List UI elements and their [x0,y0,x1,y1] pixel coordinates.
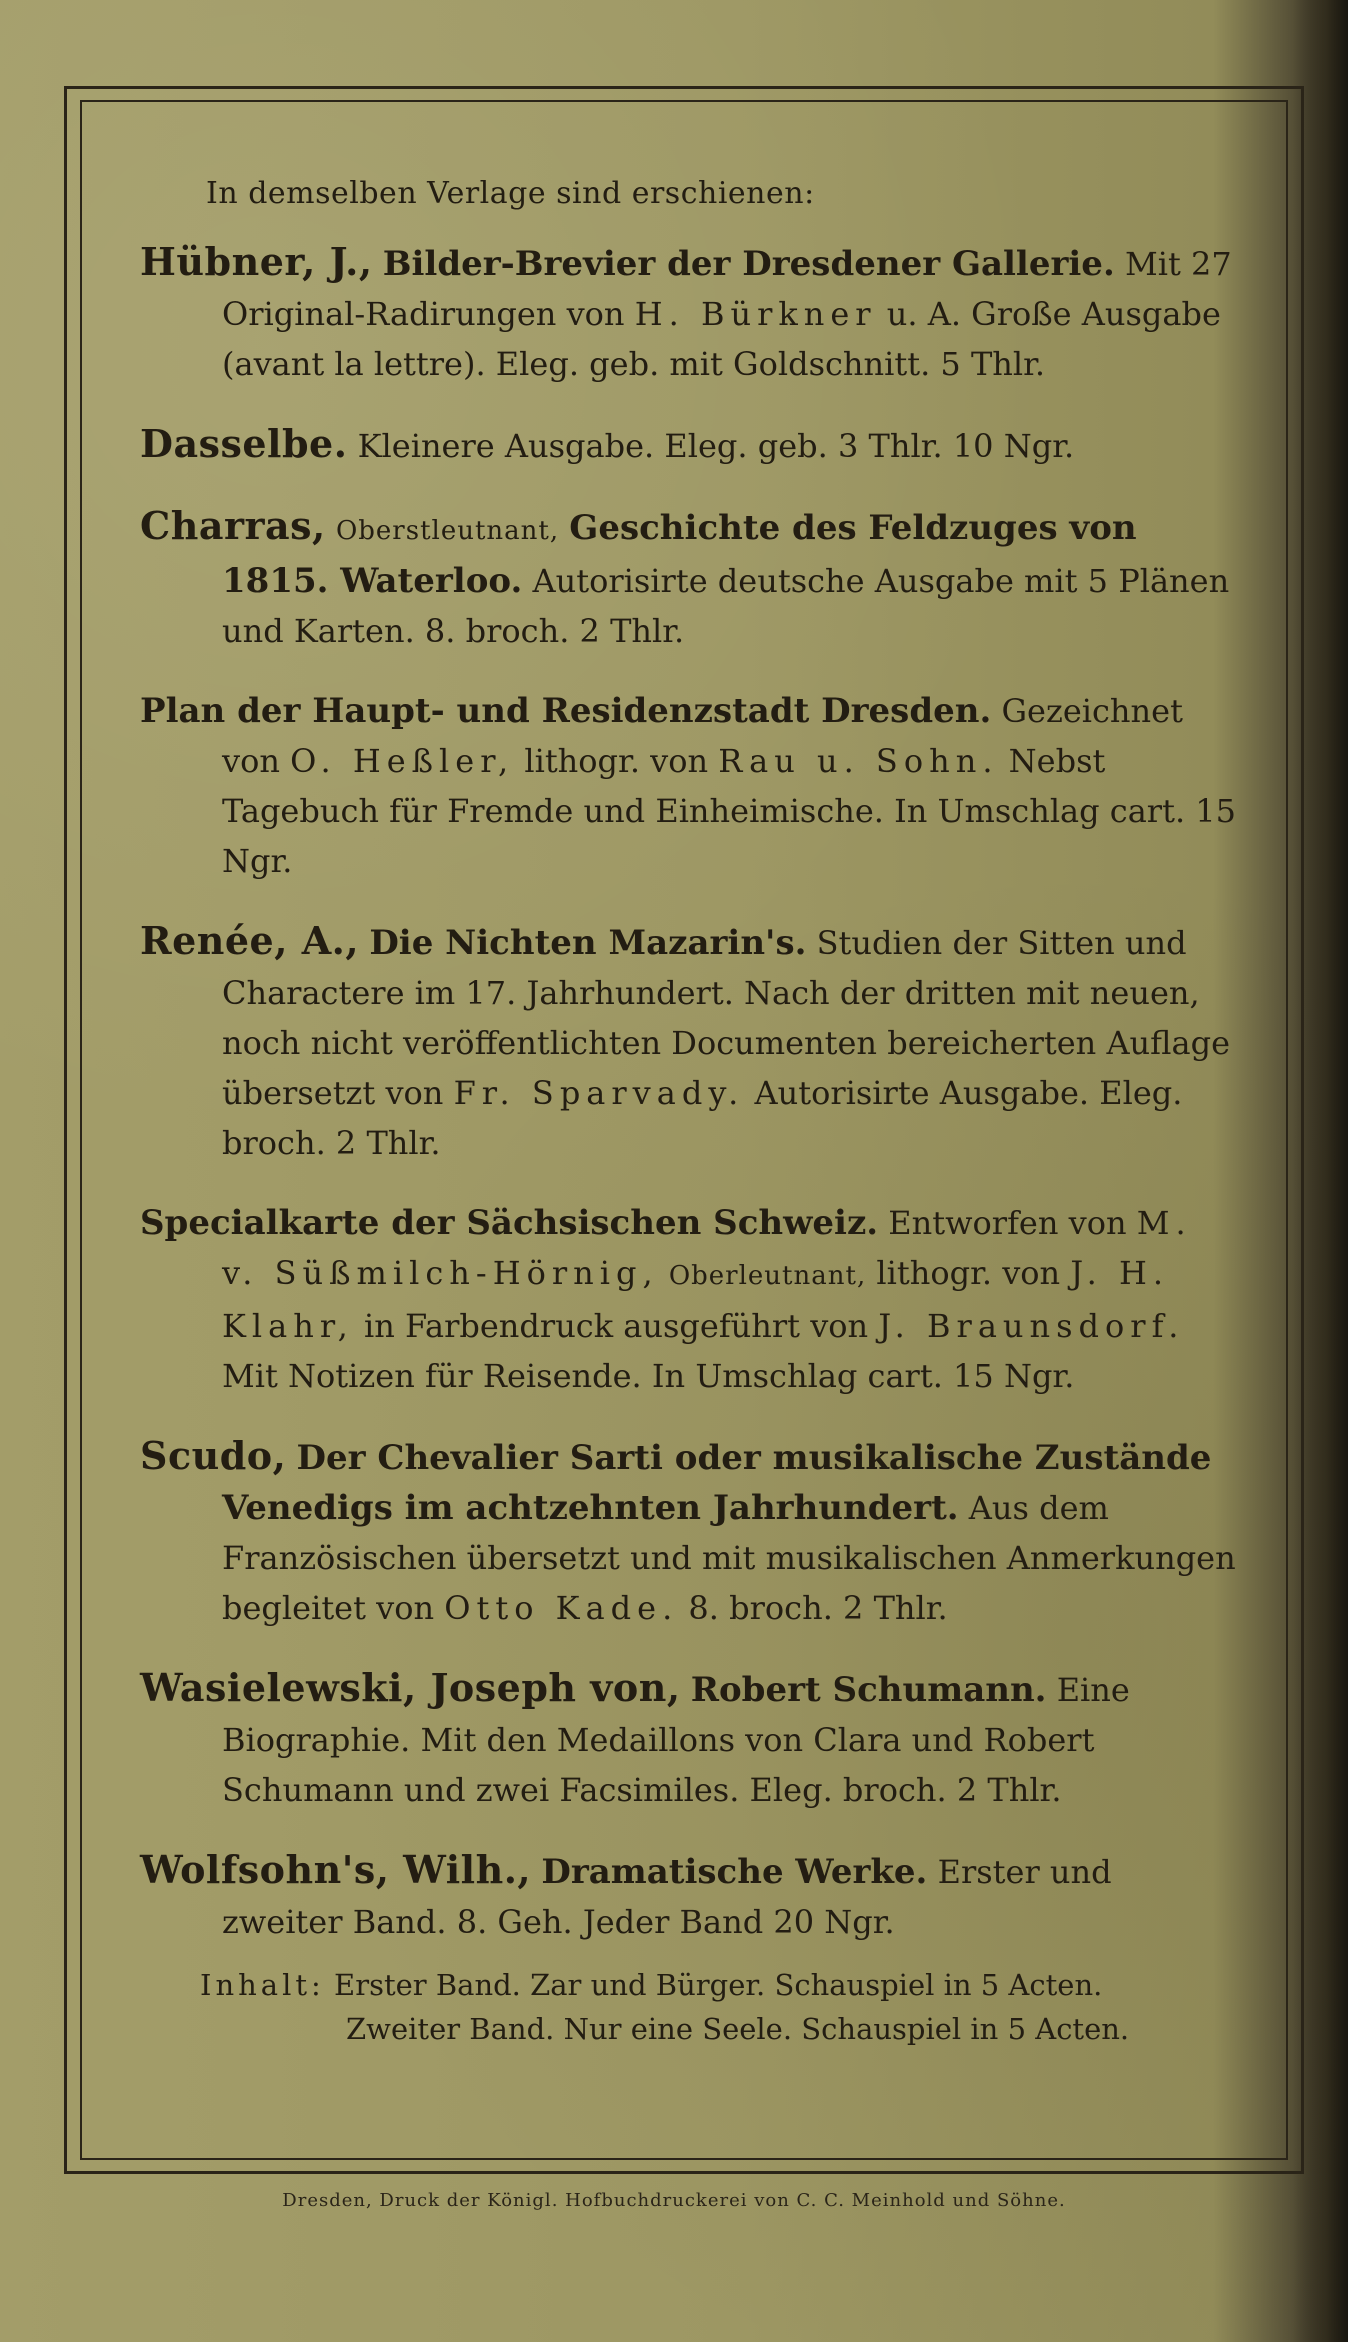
entry-author: Renée, A., [140,918,360,963]
entry-description: Aus dem Französischen übersetzt und mit musikalischen Anmerkungen begleitet von [222,1489,1236,1627]
entry-role: Oberstleutnant, [335,516,560,546]
entry-text [140,1431,1236,1633]
catalog-entry-huebner [140,237,1236,389]
contents-label: Inhalt: [200,1968,325,2002]
entry-description-2: lithogr. von [876,1254,1061,1292]
entry-description: Mit 27 Original-Radirungen von [222,245,1232,333]
catalog-entry-renee [140,916,1236,1168]
entry-author: Hübner, J., [140,239,373,284]
entry-person-2: Rau u. Sohn. [718,742,999,780]
entry-description: Kleinere Ausgabe. Eleg. geb. 3 Thlr. 10 Ngr. [357,427,1075,465]
entry-person: Otto Kade. [444,1589,679,1627]
entry-author: Scudo, [140,1433,287,1478]
entry-author: Dasselbe. [140,421,348,466]
entry-person-3: J. Braunsdorf. [878,1307,1185,1345]
entry-description: Entworfen von [888,1204,1127,1242]
entry-description-2: Autorisirte Ausgabe. Eleg. broch. 2 Thlr. [222,1074,1183,1162]
entry-description: Studien der Sitten und Charactere im 17. Jahrhundert. Nach der dritten mit neuen, noch nicht veröffentlichten Documenten bereicherten Auflage übersetzt von [222,924,1230,1112]
entry-text [140,237,1236,389]
entry-description-4: Mit Notizen für Reisende. In Umschlag cart. 15 Ngr. [222,1357,1075,1395]
catalog-entry-wolfsohn [140,1845,1236,1947]
entry-text [140,419,1236,471]
catalog-entry-charras [140,501,1236,656]
entry-text [140,686,1236,886]
entry-title: Der Chevalier Sarti oder musikalische Zustände Venedigs im achtzehnten Jahrhundert. [222,1438,1212,1528]
entry-author: Charras, [140,503,326,548]
catalog-entry-scudo [140,1431,1236,1633]
entry-title: Bilder-Brevier der Dresdener Gallerie. [382,244,1115,284]
entry-title: Dramatische Werke. [541,1852,928,1892]
entry-person: O. Heßler, [290,742,515,780]
contents-line-1 [140,1963,1236,2007]
catalog-entry-dasselbe [140,419,1236,471]
entry-description: Gezeichnet von [222,692,1183,780]
catalog-entry-wasielewski [140,1663,1236,1815]
catalog-entry-plan-dresden [140,686,1236,886]
entry-person: H. Bürkner [634,295,877,333]
entry-description-3: Nebst Tagebuch für Fremde und Einheimische. In Umschlag cart. 15 Ngr. [222,742,1236,880]
entry-role: Oberleutnant, [668,1261,867,1291]
entry-author: Wasielewski, Joseph von, [140,1665,681,1710]
printer-imprint: Dresden, Druck der Königl. Hofbuchdruckerei von C. C. Meinhold und Söhne. [282,2190,1066,2211]
entry-description: Autorisirte deutsche Ausgabe mit 5 Plänen und Karten. 8. broch. 2 Thlr. [222,562,1230,650]
contents-volume-1: Erster Band. Zar und Bürger. Schauspiel in 5 Acten. [334,1968,1103,2002]
entry-person-2: J. H. Klahr, [222,1254,1170,1345]
entry-person: M. v. Süßmilch-Hörnig, [222,1204,1192,1292]
entry-description: Eine Biographie. Mit den Medaillons von Clara und Robert Schumann und zwei Facsimiles. Eleg. broch. 2 Thlr. [222,1671,1130,1809]
catalog-content [140,176,1236,2051]
entry-description: Erster und zweiter Band. 8. Geh. Jeder Band 20 Ngr. [222,1853,1112,1941]
entry-description-2: u. A. Große Ausgabe (avant la lettre). Eleg. geb. mit Goldschnitt. 5 Thlr. [222,295,1221,383]
entry-author: Wolfsohn's, Wilh., [140,1847,532,1892]
entry-title: Geschichte des Feldzuges von 1815. Waterloo. [222,508,1137,601]
catalog-entry-specialkarte [140,1198,1236,1401]
intro-line: In demselben Verlage sind erschienen: [206,176,815,211]
entry-description-3: in Farbendruck ausgeführt von [363,1307,869,1345]
contents-line-2 [140,2007,1236,2051]
entry-title: Plan der Haupt- und Residenzstadt Dresden. [140,691,992,731]
entry-description-2: lithogr. von [524,742,709,780]
entry-description-2: 8. broch. 2 Thlr. [688,1589,948,1627]
entry-title: Specialkarte der Sächsischen Schweiz. [140,1203,879,1243]
entry-text [140,1663,1236,1815]
entry-title: Die Nichten Mazarin's. [369,923,807,963]
entry-title: Robert Schumann. [690,1670,1047,1710]
entry-text [140,1198,1236,1401]
contents-volume-2: Zweiter Band. Nur eine Seele. Schauspiel in 5 Acten. [346,2012,1130,2046]
entry-person: Fr. Sparvady. [453,1074,745,1112]
entry-text [140,1845,1236,1947]
entry-text [140,916,1236,1168]
entry-text [140,501,1236,656]
volume-contents [140,1963,1236,2051]
